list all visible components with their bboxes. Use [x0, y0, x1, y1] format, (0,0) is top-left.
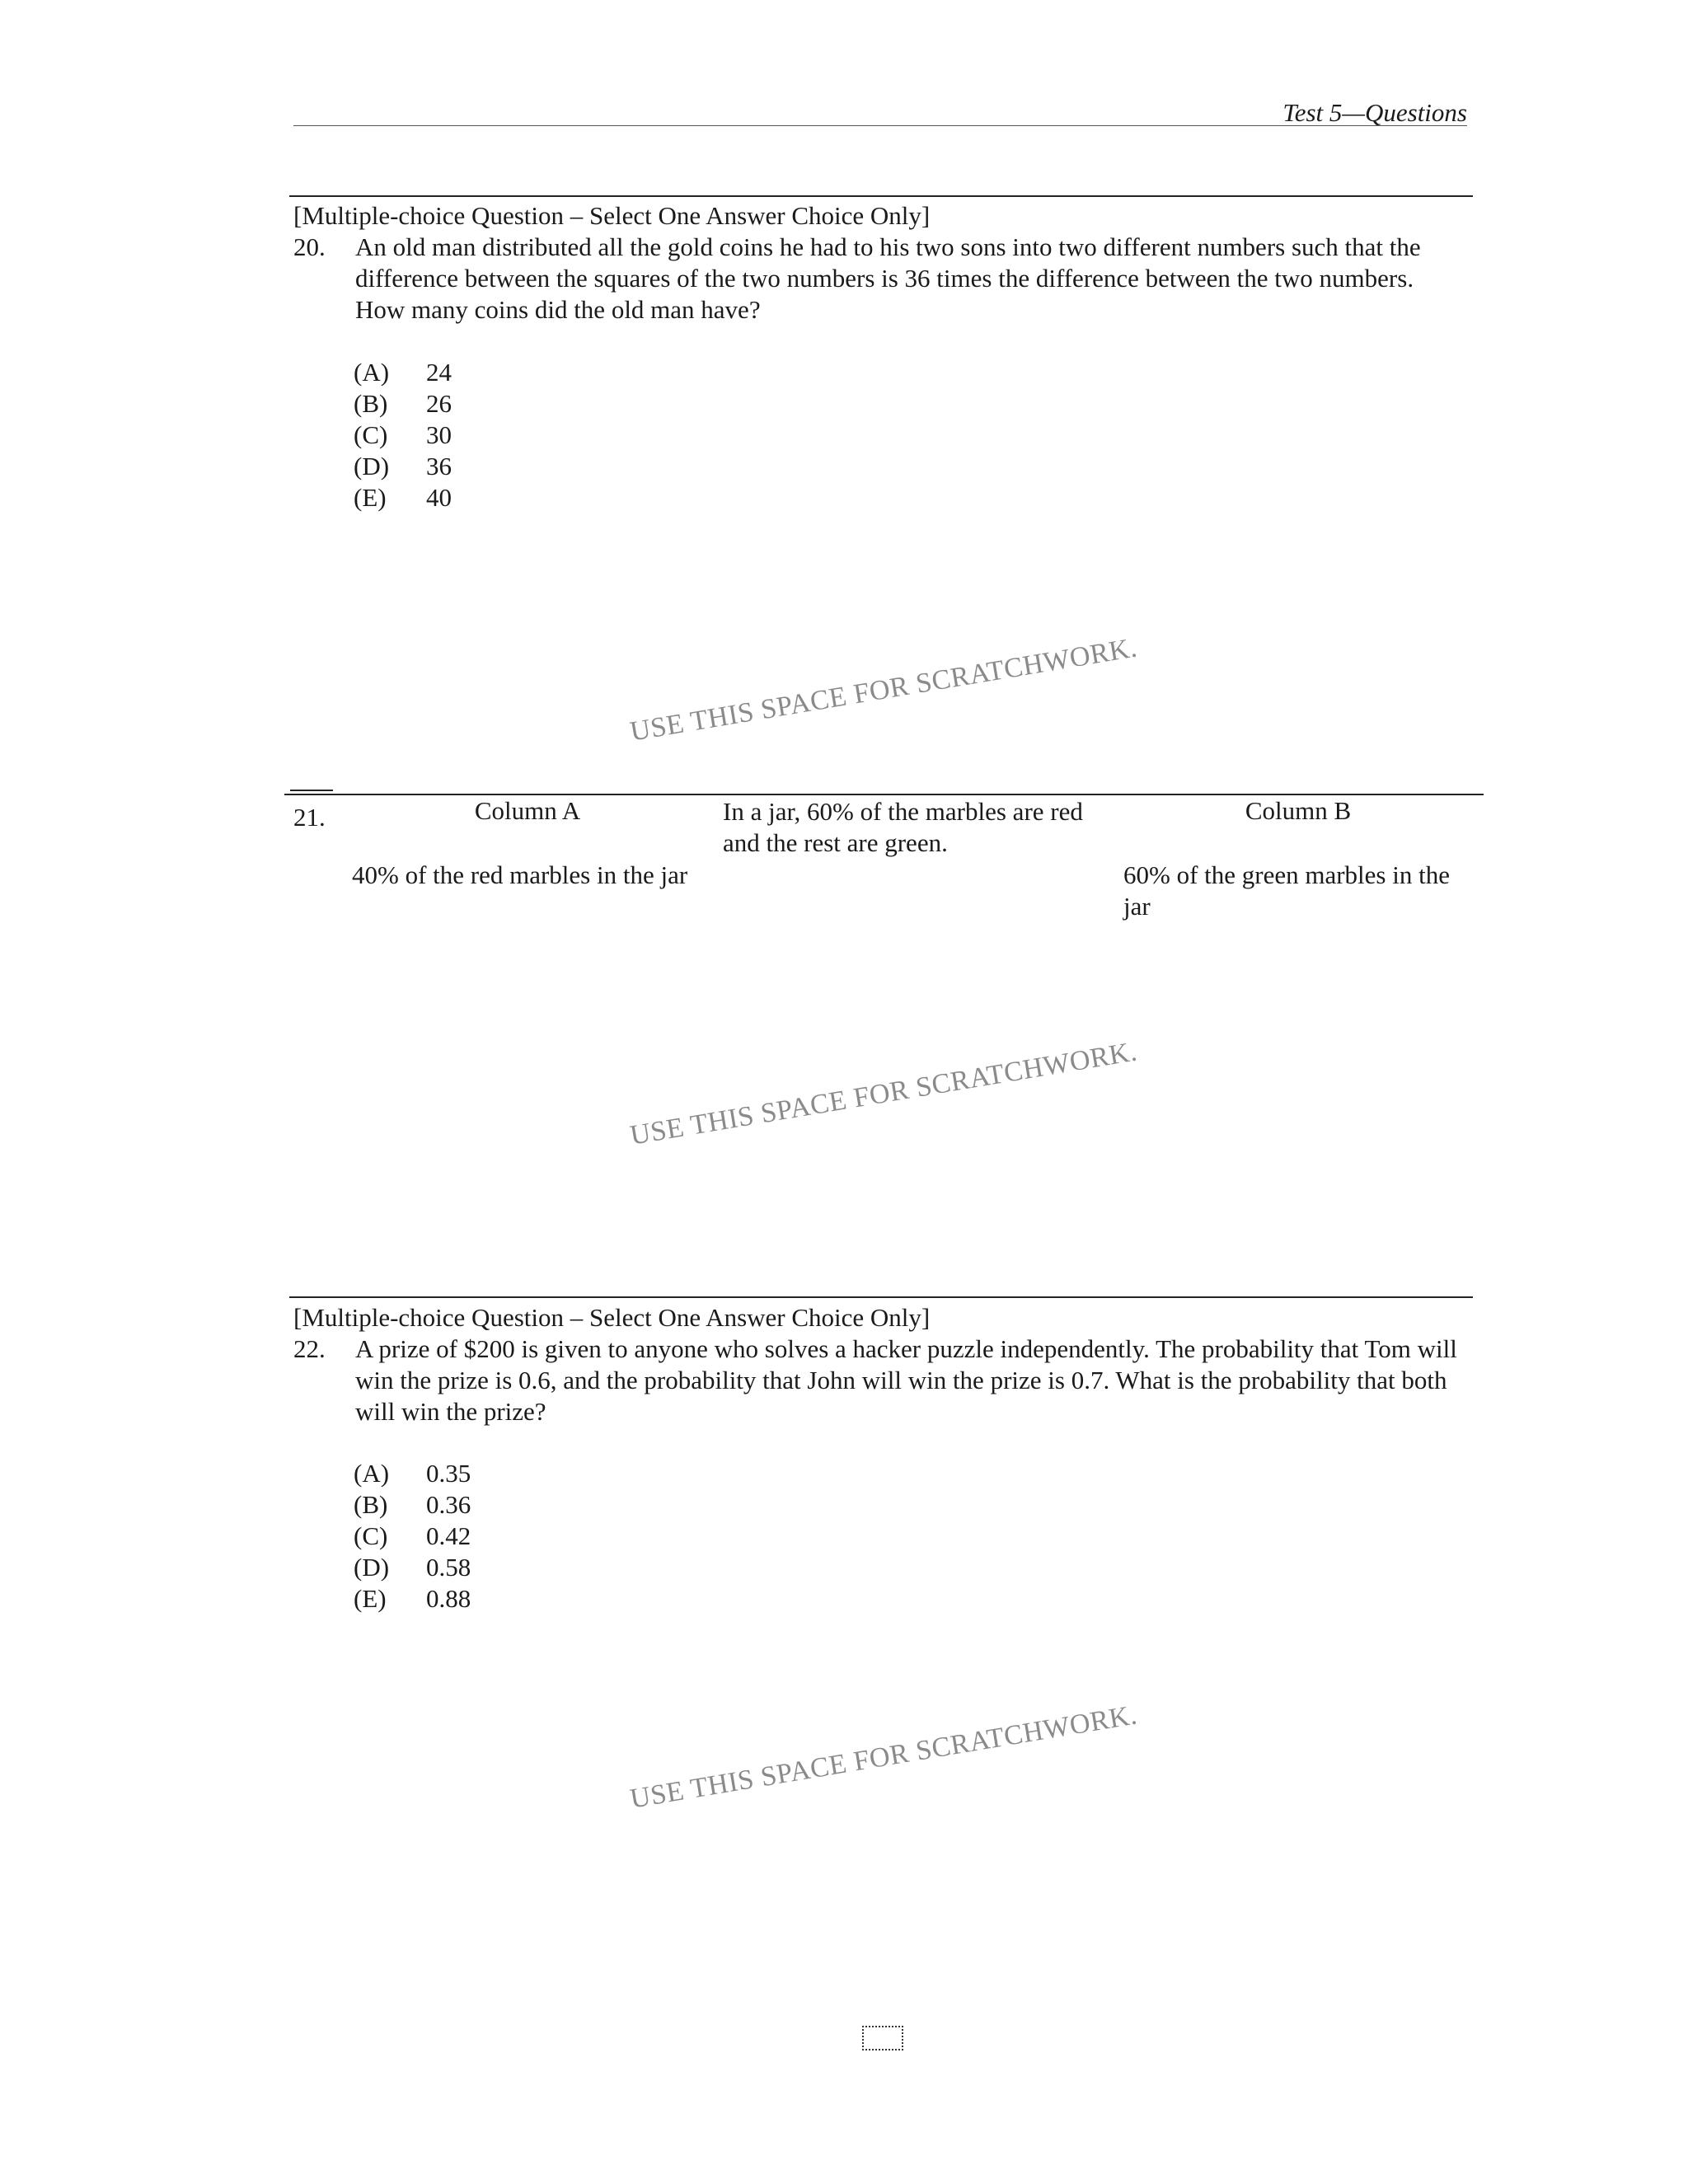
q20-stem: An old man distributed all the gold coins he had to his two sons into two different numbers such that the difference between the squares of the two numbers is 36 times the difference between the two numbers. How many coins did the old man have?: [355, 232, 1421, 324]
choice-value: 26: [426, 389, 452, 418]
q22-top-rule: [289, 1296, 1473, 1298]
choice-label: (E): [354, 1584, 387, 1613]
choice-value: 0.58: [426, 1553, 471, 1582]
q20-choice-a[interactable]: [354, 357, 452, 388]
choice-value: 36: [426, 452, 452, 480]
q20-choice-d[interactable]: [354, 451, 452, 482]
choice-label: (D): [354, 1553, 390, 1582]
q21-column-a-value: 40% of the red marbles in the jar: [352, 860, 688, 889]
q20-top-rule: [289, 195, 1473, 197]
page-header-title: Test 5—Questions: [1282, 98, 1467, 127]
q22-number: 22.: [293, 1334, 326, 1363]
q22-choice-e[interactable]: [354, 1583, 471, 1615]
q21-column-b-header: Column B: [1245, 796, 1352, 825]
choice-label: (A): [354, 1459, 390, 1488]
q21-column-a-header: Column A: [474, 796, 581, 825]
q22-stem: A prize of $200 is given to anyone who solves a hacker puzzle independently. The probability that Tom will win the prize is 0.6, and the probability that John will win the prize is 0.7. What is the probability that both will win the prize?: [355, 1334, 1457, 1426]
q20-number: 20.: [293, 232, 326, 261]
q22-choice-a[interactable]: [354, 1458, 471, 1489]
q21-center-info: In a jar, 60% of the marbles are red and the rest are green.: [723, 797, 1083, 857]
q20-choices: [354, 357, 452, 513]
choice-value: 0.35: [426, 1459, 471, 1488]
page-number-placeholder: [862, 2026, 903, 2050]
choice-label: (D): [354, 452, 390, 480]
choice-value: 0.42: [426, 1521, 471, 1550]
choice-label: (A): [354, 358, 390, 387]
choice-label: (B): [354, 1490, 388, 1519]
q20-type-label: [Multiple-choice Question – Select One Answer Choice Only]: [293, 201, 931, 230]
q20-choice-b[interactable]: [354, 388, 452, 419]
choice-value: 40: [426, 483, 452, 512]
choice-label: (E): [354, 483, 387, 512]
choice-label: (C): [354, 420, 388, 449]
q21-number: 21.: [293, 803, 326, 832]
q20-choice-c[interactable]: [354, 419, 452, 451]
choice-value: 30: [426, 420, 452, 449]
scratchwork-watermark-1: USE THIS SPACE FOR SCRATCHWORK.: [627, 632, 1140, 748]
q22-choice-b[interactable]: [354, 1489, 471, 1521]
header-rule: [293, 125, 1467, 126]
q20-choice-e[interactable]: [354, 482, 452, 513]
choice-value: 24: [426, 358, 452, 387]
choice-value: 0.36: [426, 1490, 471, 1519]
choice-label: (B): [354, 389, 388, 418]
q21-number-overline: [290, 790, 333, 791]
q22-choice-c[interactable]: [354, 1521, 471, 1552]
q21-column-b-value: 60% of the green marbles in the jar: [1123, 860, 1450, 921]
scratchwork-watermark-3: USE THIS SPACE FOR SCRATCHWORK.: [627, 1699, 1140, 1815]
q22-choices: [354, 1458, 471, 1615]
choice-label: (C): [354, 1521, 388, 1550]
choice-value: 0.88: [426, 1584, 471, 1613]
q22-type-label: [Multiple-choice Question – Select One Answer Choice Only]: [293, 1303, 931, 1332]
q22-choice-d[interactable]: [354, 1552, 471, 1583]
scratchwork-watermark-2: USE THIS SPACE FOR SCRATCHWORK.: [627, 1036, 1140, 1151]
